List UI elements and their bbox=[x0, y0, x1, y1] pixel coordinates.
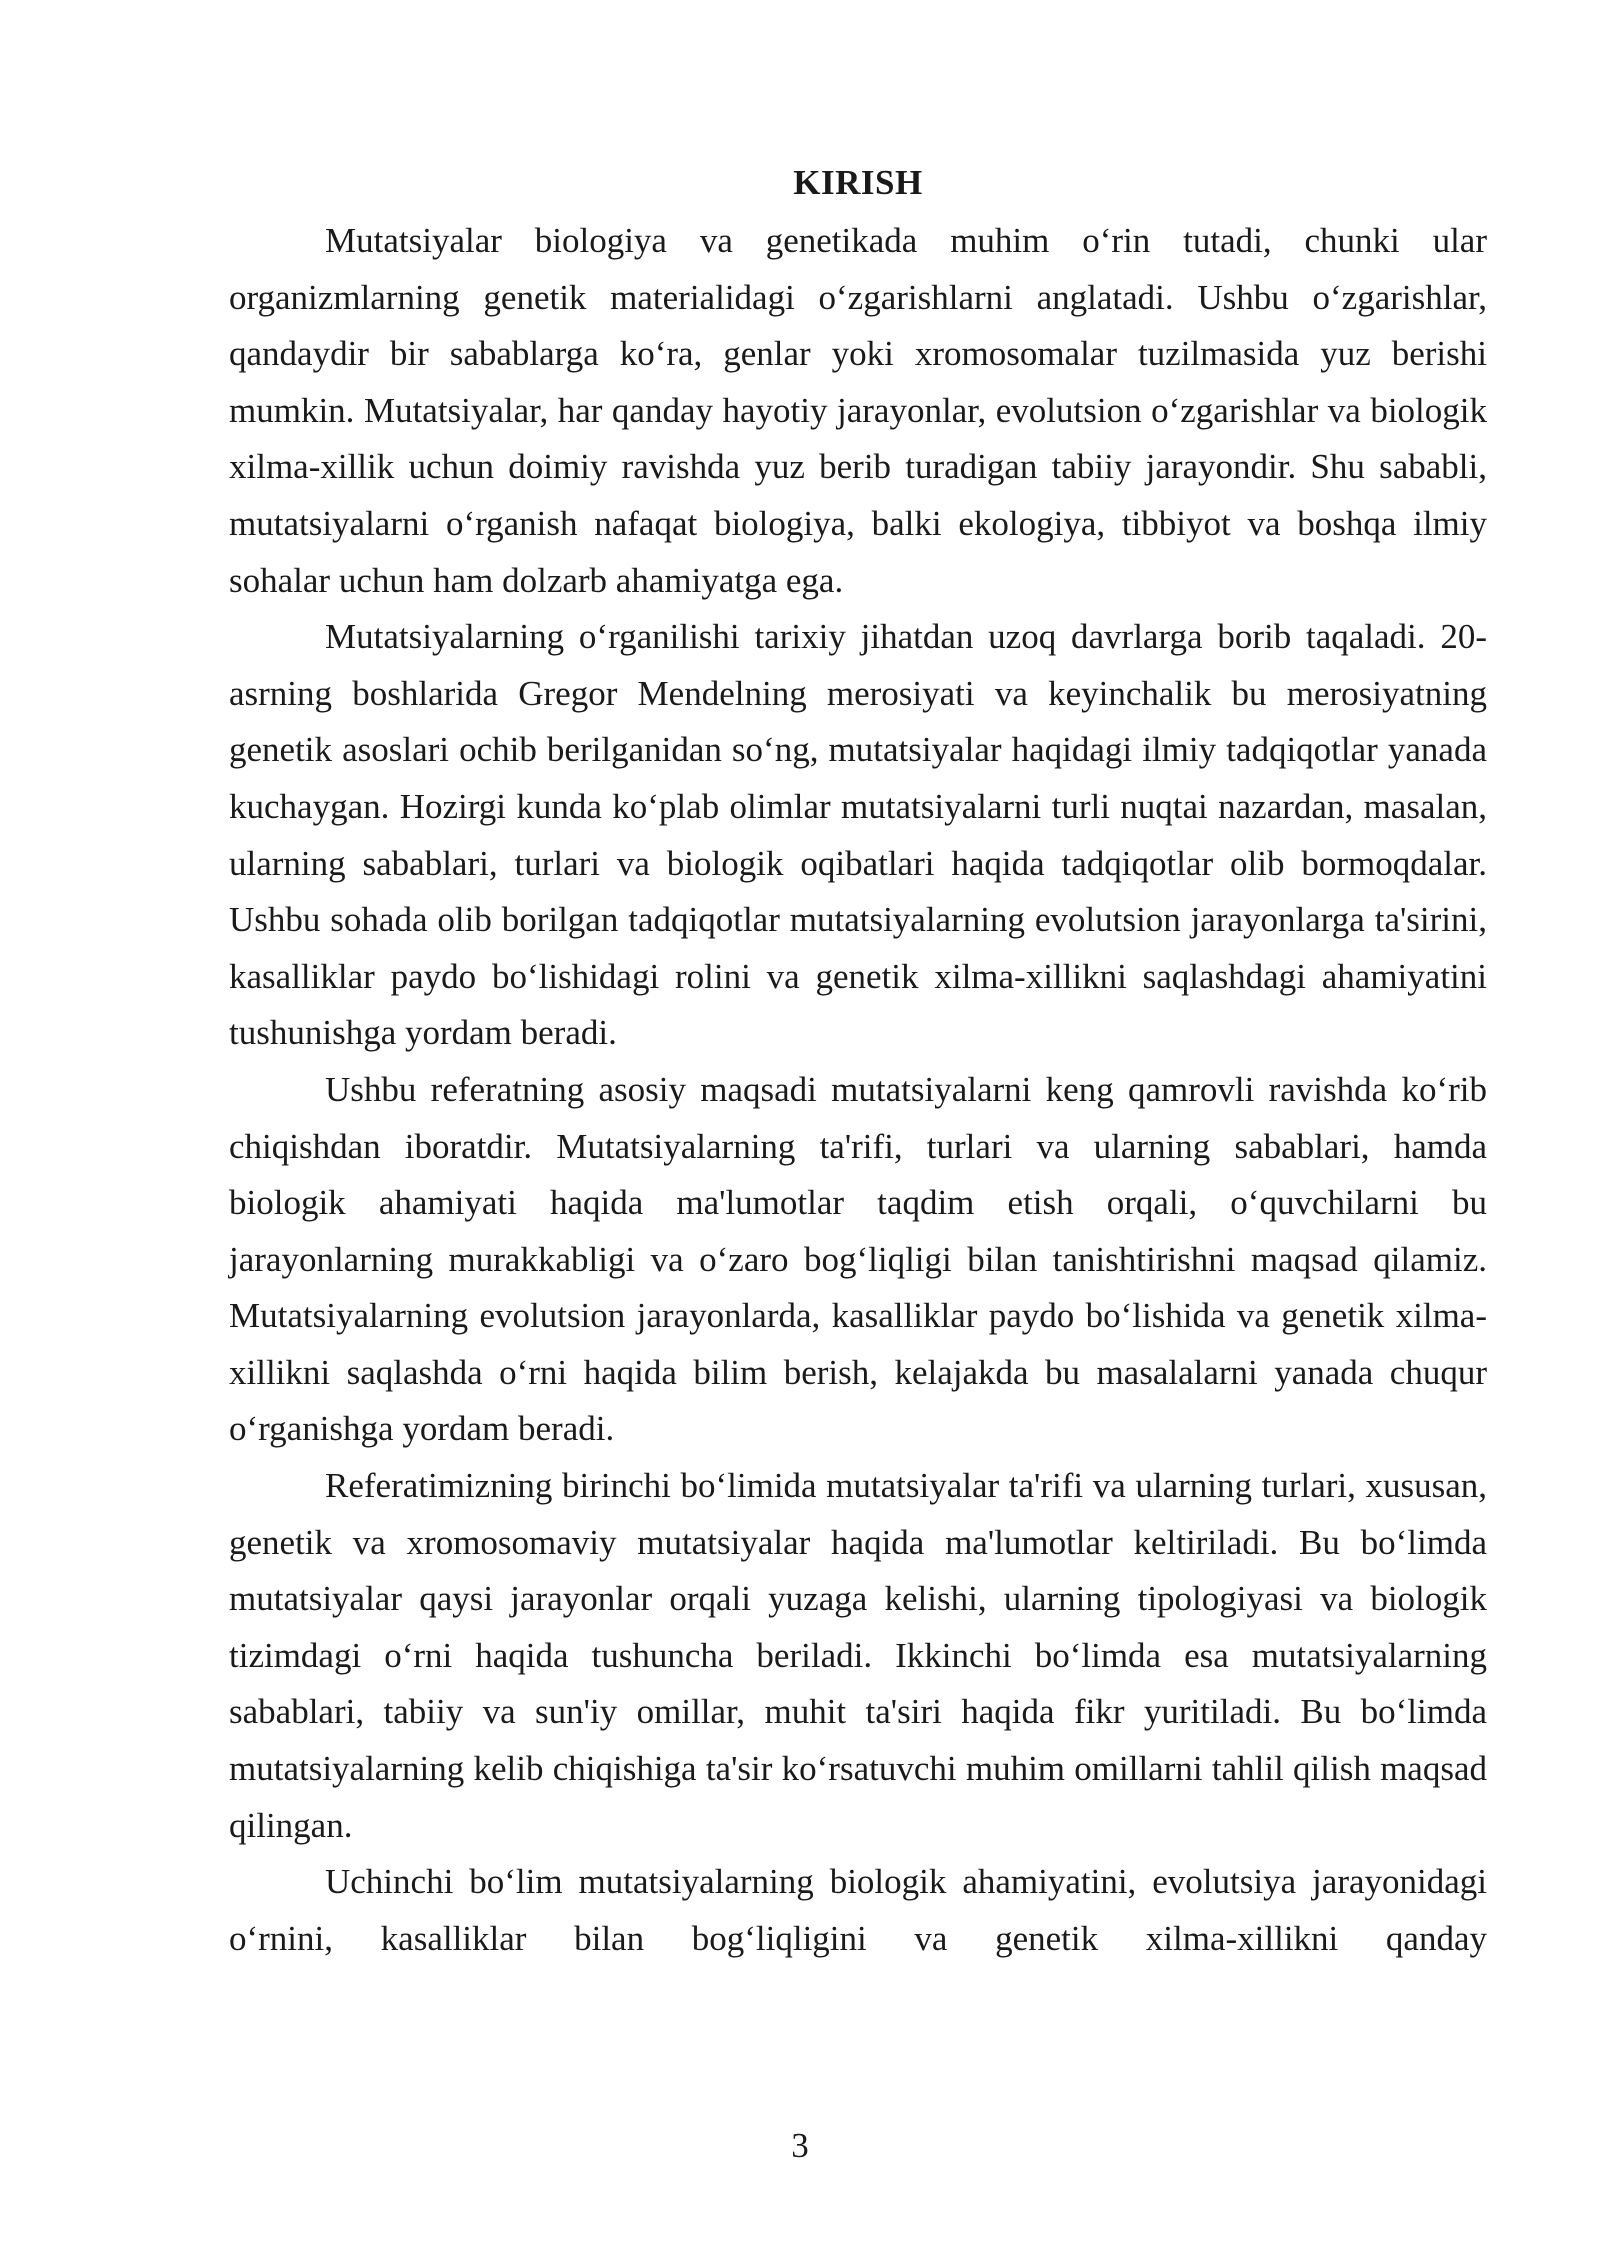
paragraph-third-section: Uchinchi bo‘lim mutatsiyalarning biologik ahamiyatini, evolutsiya jarayonidagi o‘rnini, kasalliklar bilan bog‘liqligini va genetik xilma-xillikni qanday bbox=[229, 1862, 1487, 1958]
document-page bbox=[229, 155, 1487, 1967]
paragraph-intro: Mutatsiyalar biologiya va genetikada muhim o‘rin tutadi, chunki ular organizmlarning genetik materialidagi o‘zgarishlarni anglatadi. Ushbu o‘zgarishlar, qandaydir bir sabablarga ko‘ra, genlar yoki xromosomalar tuzilmasida yuz berishi mumkin. Mutatsiyalar, har qanday hayotiy jarayonlar, evolutsion o‘zgarishlar va biologik xilma-xillik uchun doimiy ravishda yuz berib turadigan tabiiy jarayondir. Shu sababli, mutatsiyalarni o‘rganish nafaqat biologiya, balki ekologiya, tibbiyot va boshqa ilmiy sohalar uchun ham dolzarb ahamiyatga ega. bbox=[229, 221, 1487, 600]
paragraph-aim: Ushbu referatning asosiy maqsadi mutatsiyalarni keng qamrovli ravishda ko‘rib chiqishdan iboratdir. Mutatsiyalarning ta'rifi, turlari va ularning sabablari, hamda biologik ahamiyati haqida ma'lumotlar taqdim etish orqali, o‘quvchilarni bu jarayonlarning murakkabligi va o‘zaro bog‘liqligi bilan tanishtirishni maqsad qilamiz. Mutatsiyalarning evolutsion jarayonlarda, kasalliklar paydo bo‘lishida va genetik xilma-xillikni saqlashda o‘rni haqida bilim berish, kelajakda bu masalalarni yanada chuqur o‘rganishga yordam beradi. bbox=[229, 1069, 1487, 1449]
page-number: 3 bbox=[791, 2126, 809, 2165]
section-heading: KIRISH bbox=[793, 163, 923, 202]
paragraph-structure: Referatimizning birinchi bo‘limida mutatsiyalar ta'rifi va ularning turlari, xususan, genetik va xromosomaviy mutatsiyalar haqida ma'lumotlar keltiriladi. Bu bo‘limda mutatsiyalar qaysi jarayonlar orqali yuzaga kelishi, ularning tipologiyasi va biologik tizimdagi o‘rni haqida tushuncha beriladi. Ikkinchi bo‘limda esa mutatsiyalarning sabablari, tabiiy va sun'iy omillar, muhit ta'siri haqida fikr yuritiladi. Bu bo‘limda mutatsiyalarning kelib chiqishiga ta'sir ko‘rsatuvchi muhim omillarni tahlil qilish maqsad qilingan. bbox=[229, 1466, 1487, 1845]
paragraph-history: Mutatsiyalarning o‘rganilishi tarixiy jihatdan uzoq davrlarga borib taqaladi. 20-asrning boshlarida Gregor Mendelning merosiyati va keyinchalik bu merosiyatning genetik asoslari ochib berilganidan so‘ng, mutatsiyalar haqidagi ilmiy tadqiqotlar yanada kuchaygan. Hozirgi kunda ko‘plab olimlar mutatsiyalarni turli nuqtai nazardan, masalan, ularning sabablari, turlari va biologik oqibatlari haqida tadqiqotlar olib bormoqdalar. Ushbu sohada olib borilgan tadqiqotlar mutatsiyalarning evolutsion jarayonlarga ta'sirini, kasalliklar paydo bo‘lishidagi rolini va genetik xilma-xillikni saqlashdagi ahamiyatini tushunishga yordam beradi. bbox=[229, 617, 1487, 1053]
